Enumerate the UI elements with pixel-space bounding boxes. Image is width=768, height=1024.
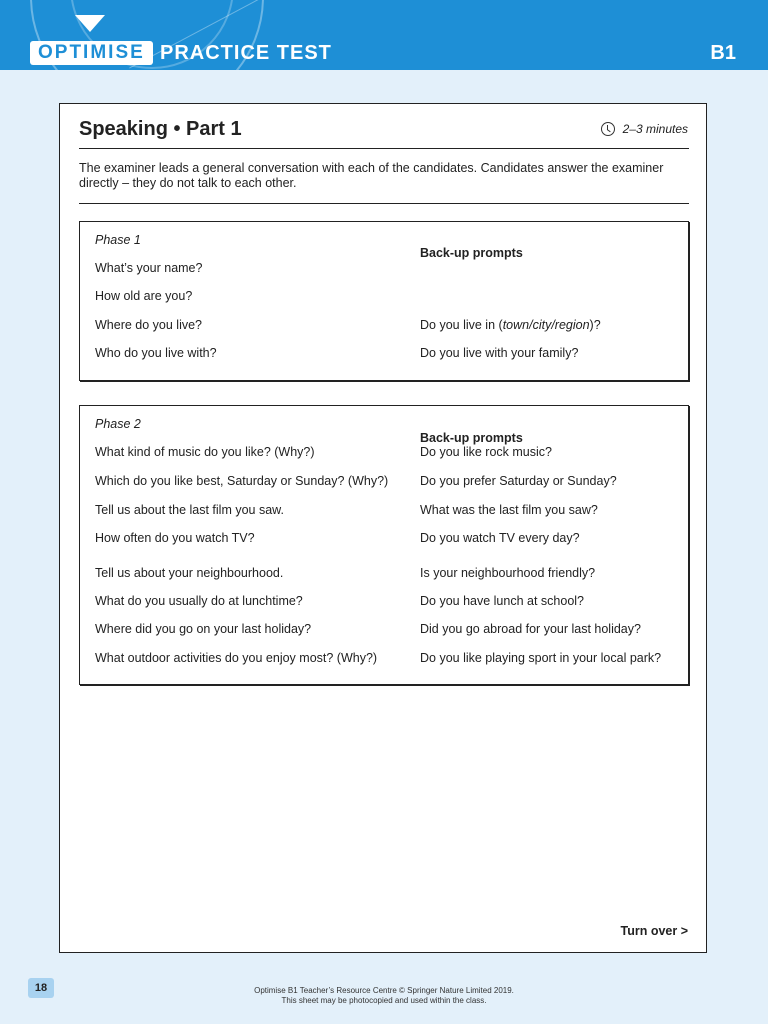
- duration-text: 2–3 minutes: [622, 122, 688, 136]
- worksheet: [59, 103, 707, 953]
- divider: [79, 203, 689, 204]
- copyright-line: Optimise B1 Teacher’s Resource Centre © Springer Nature Limited 2019.: [254, 986, 514, 995]
- backup-prompt: Did you go abroad for your last holiday?: [420, 622, 641, 636]
- intro-text: The examiner leads a general conversation with each of the candidates. Candidates answer the examiner directly – they do not talk to each other.: [79, 161, 664, 190]
- clock-icon: [601, 122, 615, 136]
- phase-label: Phase 2: [95, 417, 141, 431]
- prompt-placeholder: town/city/region: [502, 318, 590, 332]
- backup-prompt: Do you live with your family?: [420, 346, 579, 360]
- phase-label: Phase 1: [95, 233, 141, 247]
- backup-prompt: Do you like playing sport in your local park?: [420, 651, 662, 665]
- backup-prompt: [420, 318, 601, 332]
- prompt-text: Do you live in (: [420, 318, 503, 332]
- question: How old are you?: [95, 289, 193, 303]
- header-band: [0, 0, 768, 70]
- question: How often do you watch TV?: [95, 531, 255, 545]
- header-title: PRACTICE TEST: [160, 42, 332, 64]
- question: What’s your name?: [95, 261, 203, 275]
- backup-prompt: Do you have lunch at school?: [420, 594, 584, 608]
- backup-heading: Back-up prompts: [420, 246, 523, 260]
- question: What outdoor activities do you enjoy most? (Why?): [95, 651, 378, 665]
- question: What do you usually do at lunchtime?: [95, 594, 303, 608]
- question: Who do you live with?: [95, 346, 217, 360]
- question: Where do you live?: [95, 318, 203, 332]
- brand-logo: OPTIMISE: [30, 41, 153, 65]
- photocopy-notice: This sheet may be photocopied and used within the class.: [281, 996, 487, 1005]
- backup-prompt: Do you watch TV every day?: [420, 531, 580, 545]
- backup-prompt: Is your neighbourhood friendly?: [420, 566, 596, 580]
- page-number: 18: [28, 978, 54, 998]
- prompt-text: )?: [589, 318, 601, 332]
- phase-2-box: [79, 405, 689, 685]
- triangle-icon: [75, 15, 105, 32]
- divider: [79, 148, 689, 149]
- phase-1-box: [79, 221, 689, 381]
- backup-prompt: Do you like rock music?: [420, 445, 552, 459]
- question: What kind of music do you like? (Why?): [95, 445, 315, 459]
- duration-indicator: [601, 122, 688, 136]
- page-title: Speaking • Part 1: [79, 118, 242, 140]
- question: Which do you like best, Saturday or Sunday? (Why?): [95, 474, 389, 488]
- question: Tell us about the last film you saw.: [95, 503, 284, 517]
- question: Where did you go on your last holiday?: [95, 622, 312, 636]
- backup-prompt: What was the last film you saw?: [420, 503, 598, 517]
- backup-heading: Back-up prompts: [420, 431, 523, 445]
- level-label: B1: [710, 42, 736, 64]
- turn-over-link[interactable]: Turn over >: [620, 924, 688, 938]
- question: Tell us about your neighbourhood.: [95, 566, 284, 580]
- backup-prompt: Do you prefer Saturday or Sunday?: [420, 474, 617, 488]
